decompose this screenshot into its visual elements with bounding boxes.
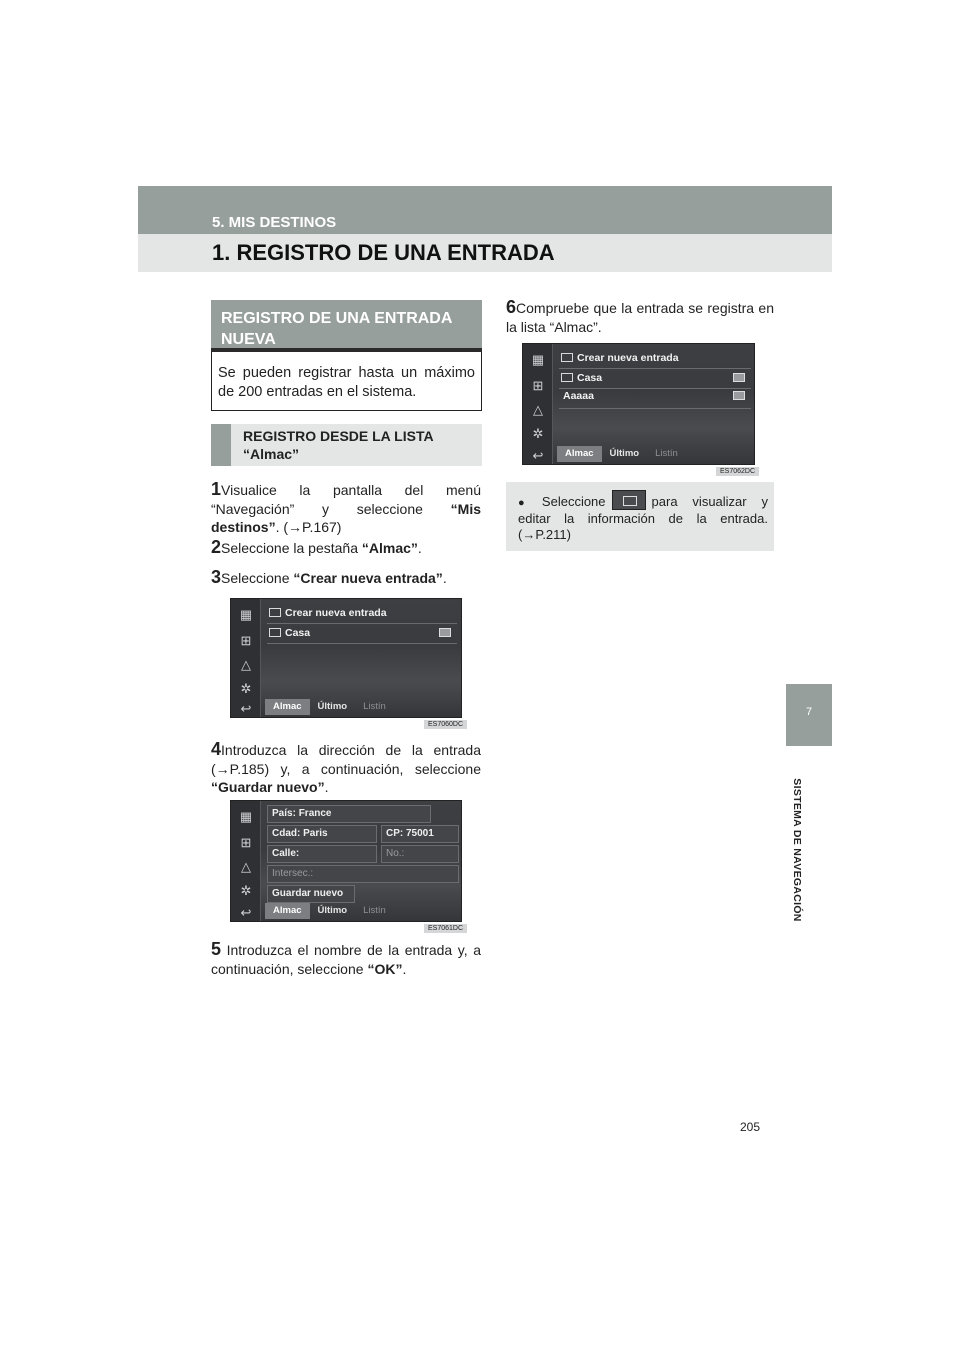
subsection-marker <box>211 424 231 466</box>
screenshot-almac-list <box>230 598 462 718</box>
route-icon: △ <box>533 402 543 417</box>
subsection-title: REGISTRO DESDE LA LISTA “Almac” <box>231 424 482 466</box>
postcode-field: CP: 75001 <box>381 825 459 843</box>
new-entry-row: Aaaaa <box>559 386 751 406</box>
home-entry-row: Casa <box>559 368 751 388</box>
new-entry-icon <box>269 608 281 617</box>
subsection-header <box>211 424 482 466</box>
row-divider <box>267 643 457 644</box>
chapter-label <box>785 760 809 940</box>
tab-ultimo: Último <box>609 448 640 459</box>
save-new-button: Guardar nuevo <box>267 885 355 903</box>
figure-code: ES7062DC <box>716 467 759 476</box>
home-icon <box>269 628 281 637</box>
destination-icon: ▦ <box>531 352 545 367</box>
number-field: No.: <box>381 845 459 863</box>
route-icon: △ <box>241 657 251 672</box>
city-field: Cdad: Paris <box>267 825 377 843</box>
screen-tabs <box>557 446 686 462</box>
edit-icon <box>733 373 745 382</box>
step-5: 5 Introduzca el nombre de la entrada y, a continuación, seleccione “OK”. <box>211 939 481 977</box>
country-field: País: France <box>267 805 431 823</box>
map-icon: ⊞ <box>240 633 252 648</box>
tab-ultimo: Último <box>317 905 348 916</box>
bullet-icon: ● <box>518 497 536 509</box>
screen-tabs <box>265 903 394 919</box>
chapter-label-text: SISTEMA DE NAVEGACIÓN <box>791 778 803 922</box>
screen-side-rail <box>231 801 261 921</box>
edit-icon <box>733 391 745 400</box>
chapter-tab <box>786 684 832 746</box>
home-icon <box>561 373 573 382</box>
step-1: 1Visualice la pantalla del menú “Navegación” y seleccione “Mis destinos”. (→P.167) <box>211 479 481 535</box>
tab-listin: Listín <box>363 905 386 916</box>
screenshot-almac-updated <box>522 343 755 465</box>
destination-icon: ▦ <box>239 607 253 622</box>
figure-code: ES7060DC <box>424 720 467 729</box>
edit-icon <box>439 628 451 637</box>
settings-icon: ✲ <box>240 681 252 696</box>
step-2: 2Seleccione la pestaña “Almac”. <box>211 537 422 557</box>
back-icon: ↩ <box>532 448 544 463</box>
screenshot-address-entry <box>230 800 462 922</box>
back-icon: ↩ <box>240 701 252 716</box>
intersection-field: Intersec.: <box>267 865 459 883</box>
section-header <box>138 186 832 234</box>
tab-listin: Listín <box>655 448 678 459</box>
edit-button-icon <box>612 490 646 510</box>
section-title: 5. MIS DESTINOS <box>212 214 337 231</box>
chapter-number: 7 <box>805 706 813 718</box>
info-note: Se pueden registrar hasta un máximo de 200 entradas en el sistema. <box>211 352 482 411</box>
step-4: 4Introduzca la dirección de la entrada (→P.185) y, a continuación, seleccione “Guardar nuevo”. <box>211 739 481 795</box>
page-title: 1. REGISTRO DE UNA ENTRADA <box>212 240 555 265</box>
new-entry-icon <box>561 353 573 362</box>
figure-code: ES7061DC <box>424 924 467 933</box>
settings-icon: ✲ <box>532 426 544 441</box>
tab-almac: Almac <box>265 699 310 715</box>
section-banner: REGISTRO DE UNA ENTRADA NUEVA <box>211 300 482 348</box>
page-number: 205 <box>740 1120 761 1134</box>
create-entry-row: Crear nueva entrada <box>559 348 751 368</box>
row-divider <box>559 408 751 409</box>
destination-icon: ▦ <box>239 809 253 824</box>
tab-ultimo: Último <box>317 701 348 712</box>
step-3: 3Seleccione “Crear nueva entrada”. <box>211 567 447 587</box>
street-field: Calle: <box>267 845 377 863</box>
screen-tabs <box>265 699 394 715</box>
screen-side-rail <box>523 344 553 464</box>
tab-listin: Listín <box>363 701 386 712</box>
map-icon: ⊞ <box>240 835 252 850</box>
create-entry-row: Crear nueva entrada <box>267 603 457 623</box>
settings-icon: ✲ <box>240 883 252 898</box>
chapter-header <box>138 234 832 272</box>
screen-side-rail <box>231 599 261 717</box>
home-entry-row: Casa <box>267 623 457 643</box>
tab-almac: Almac <box>265 903 310 919</box>
tab-almac: Almac <box>557 446 602 462</box>
step-6: 6Compruebe que la entrada se registra en la lista “Almac”. <box>506 297 774 335</box>
route-icon: △ <box>241 859 251 874</box>
new-entry-section <box>211 300 482 411</box>
tip-box: ● Seleccione para visualizar y editar la información de la entrada. (→P.211) <box>506 482 774 551</box>
back-icon: ↩ <box>240 905 252 920</box>
map-icon: ⊞ <box>532 378 544 393</box>
